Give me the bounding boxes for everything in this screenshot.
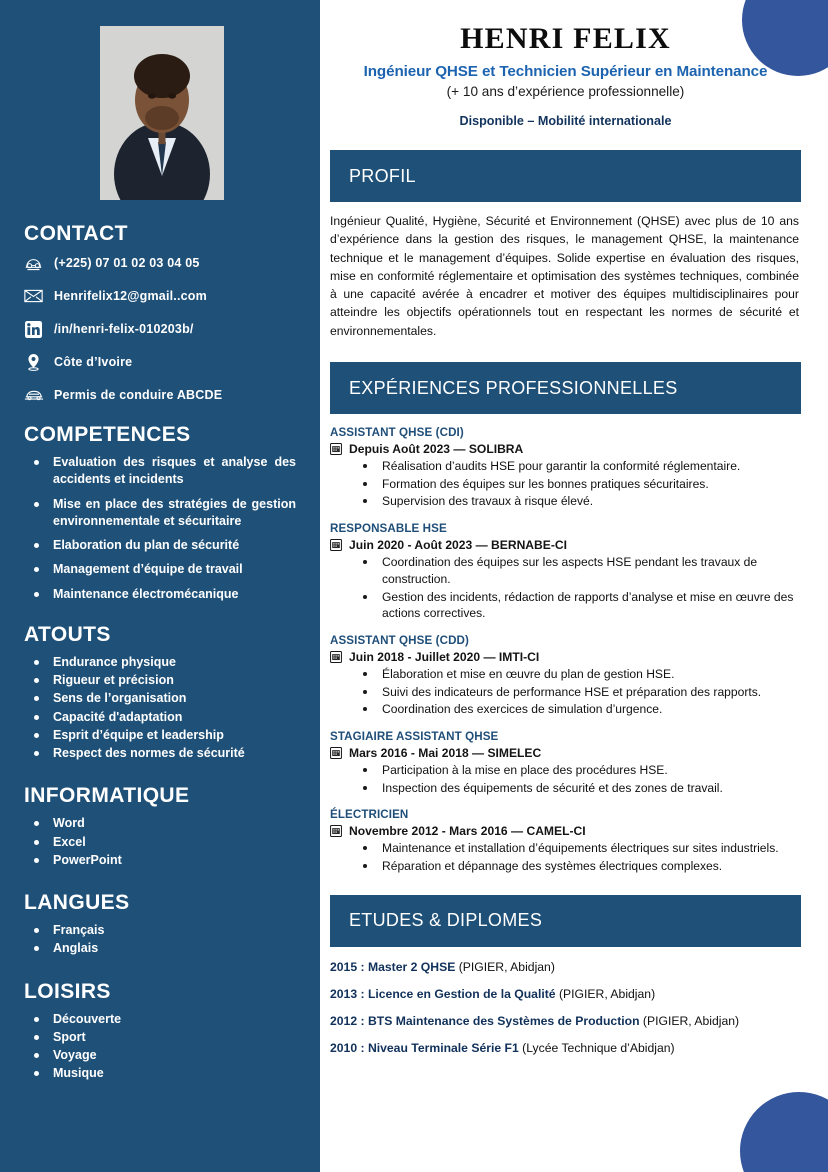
- linkedin-icon: [22, 319, 45, 339]
- experience-job-dates: Juin 2018 - Juillet 2020 — IMTI-CI: [349, 649, 540, 664]
- list-item: Elaboration du plan de sécurité: [26, 537, 302, 554]
- envelope-icon: [22, 286, 45, 306]
- section-title-informatique: INFORMATIQUE: [24, 784, 190, 808]
- section-header-profil: PROFIL: [330, 150, 801, 202]
- section-title-competences: COMPETENCES: [24, 423, 191, 446]
- education-row: [330, 1041, 801, 1055]
- list-item: Coordination des exercices de simulation d’urgence.: [330, 701, 801, 718]
- education-school: (PIGIER, Abidjan): [639, 1013, 740, 1028]
- experience-entry: [330, 634, 801, 718]
- langues-list: [26, 922, 302, 958]
- list-item: Inspection des équipements de sécurité et des zones de travail.: [330, 780, 801, 797]
- contact-item-location[interactable]: [22, 352, 302, 372]
- experience-job-dates: Mars 2016 - Mai 2018 — SIMELEC: [349, 745, 542, 760]
- experience-entry: [330, 522, 801, 622]
- list-item: Formation des équipes sur les bonnes pratiques sécuritaires.: [330, 476, 801, 493]
- experience-job-meta: [330, 824, 801, 838]
- section-title-langues: LANGUES: [24, 891, 130, 914]
- contact-item-driving-licence[interactable]: [22, 385, 302, 405]
- list-item: Musique: [26, 1065, 302, 1082]
- page-title: HENRI FELIX: [460, 22, 671, 55]
- experience-job-meta: [330, 538, 801, 552]
- list-item: Participation à la mise en place des procédures HSE.: [330, 762, 801, 779]
- list-item: Sport: [26, 1029, 302, 1046]
- telephone-icon: [22, 253, 45, 273]
- experience-entry: [330, 808, 801, 874]
- contact-location-text: Côte d’Ivoire: [54, 355, 133, 369]
- loisirs-list: [26, 1011, 302, 1083]
- section-title-atouts: ATOUTS: [24, 622, 111, 646]
- profile-photo: [100, 26, 224, 200]
- list-item: Anglais: [26, 940, 302, 957]
- experience-entry: [330, 426, 801, 510]
- experience-bullets: [330, 554, 801, 622]
- experience-years: (+ 10 ans d’expérience professionnelle): [446, 84, 685, 99]
- education-degree: 2010 : Niveau Terminale Série F1: [330, 1040, 519, 1055]
- atouts-list: [26, 654, 302, 763]
- list-item: Maintenance électromécanique: [26, 586, 302, 603]
- list-item: Capacité d'adaptation: [26, 709, 302, 726]
- experience-job-title: ASSISTANT QHSE (CDD): [330, 633, 469, 647]
- list-item: Sens de l’organisation: [26, 690, 302, 707]
- list-item: Élaboration et mise en œuvre du plan de gestion HSE.: [330, 666, 801, 683]
- education-degree: 2015 : Master 2 QHSE: [330, 959, 456, 974]
- contact-list: [22, 253, 302, 405]
- list-item: Découverte: [26, 1011, 302, 1028]
- list-item: Management d’équipe de travail: [26, 561, 302, 578]
- list-item: Réparation et dépannage des systèmes électriques complexes.: [330, 858, 801, 875]
- contact-licence-text: Permis de conduire ABCDE: [54, 388, 223, 402]
- calendar-icon: [330, 539, 342, 551]
- list-item: Respect des normes de sécurité: [26, 745, 302, 762]
- experience-job-meta: [330, 746, 801, 760]
- list-item: Français: [26, 922, 302, 939]
- calendar-icon: [330, 747, 342, 759]
- main-content: [320, 0, 828, 1172]
- education-degree: 2012 : BTS Maintenance des Systèmes de Production: [330, 1013, 640, 1028]
- competences-list: [26, 454, 302, 603]
- section-title-contact: CONTACT: [24, 222, 128, 245]
- list-item: Esprit d’équipe et leadership: [26, 727, 302, 744]
- contact-email-text: Henrifelix12@gmail..com: [54, 289, 207, 303]
- experience-bullets: [330, 840, 801, 874]
- list-item: Coordination des équipes sur les aspects HSE pendant les travaux de construction.: [330, 554, 801, 587]
- experience-job-meta: [330, 650, 801, 664]
- education-row: [330, 960, 801, 974]
- education-school: (PIGIER, Abidjan): [555, 986, 656, 1001]
- experience-bullets: [330, 458, 801, 510]
- contact-linkedin-text: /in/henri-felix-010203b/: [54, 322, 194, 336]
- experience-job-meta: [330, 442, 801, 456]
- experience-bullets: [330, 762, 801, 796]
- list-item: Endurance physique: [26, 654, 302, 671]
- list-item: Excel: [26, 834, 302, 851]
- list-item: Word: [26, 815, 302, 832]
- list-item: Supervision des travaux à risque élevé.: [330, 493, 801, 510]
- education-school: (PIGIER, Abidjan): [455, 959, 555, 974]
- education-row: [330, 987, 801, 1001]
- list-item: PowerPoint: [26, 852, 302, 869]
- section-header-etudes: ETUDES & DIPLOMES: [330, 895, 801, 947]
- experience-job-title: STAGIAIRE ASSISTANT QHSE: [330, 729, 499, 743]
- experience-job-title: RESPONSABLE HSE: [330, 522, 447, 536]
- experience-job-title: ASSISTANT QHSE (CDI): [330, 426, 464, 440]
- calendar-icon: [330, 825, 342, 837]
- education-row: [330, 1014, 801, 1028]
- calendar-icon: [330, 651, 342, 663]
- location-pin-icon: [22, 352, 45, 372]
- list-item: Rigueur et précision: [26, 672, 302, 689]
- experience-entry: [330, 730, 801, 796]
- profil-paragraph: Ingénieur Qualité, Hygiène, Sécurité et Environnement (QHSE) avec plus de 10 ans d’expérience dans la gestion des risques, le management QHSE, la maintenance technique et le management d’équipes. Solide expertise en évaluation des risques, mise en conformité réglementaire et optimisation des systèmes techniques, combinée à une capacité avérée à encadrer et motiver des équipes multidisciplinaires pour atteindre les objectifs opérationnels tout en respectant les normes de sécurité et environnementales.: [330, 214, 799, 338]
- contact-item-linkedin[interactable]: [22, 319, 302, 339]
- experience-job-dates: Juin 2020 - Août 2023 — BERNABE-CI: [349, 538, 567, 553]
- contact-item-phone[interactable]: [22, 253, 302, 273]
- list-item: Suivi des indicateurs de performance HSE et préparation des rapports.: [330, 684, 801, 701]
- experience-job-dates: Novembre 2012 - Mars 2016 — CAMEL-CI: [349, 824, 586, 839]
- informatique-list: [26, 815, 302, 869]
- list-item: Gestion des incidents, rédaction de rapports d’analyse et mise en œuvre des actions correctives.: [330, 589, 801, 622]
- experience-bullets: [330, 666, 801, 718]
- list-item: Réalisation d’audits HSE pour garantir la conformité réglementaire.: [330, 458, 801, 475]
- list-item: Mise en place des stratégies de gestion environnementale et sécuritaire: [26, 496, 302, 531]
- sidebar: [0, 0, 320, 1172]
- list-item: Evaluation des risques et analyse des accidents et incidents: [26, 454, 302, 489]
- availability-status: Disponible – Mobilité internationale: [459, 114, 672, 128]
- calendar-icon: [330, 443, 342, 455]
- job-role-subtitle: Ingénieur QHSE et Technicien Supérieur en Maintenance: [363, 63, 768, 80]
- section-header-experiences: EXPÉRIENCES PROFESSIONNELLES: [330, 362, 801, 414]
- car-icon: [22, 385, 45, 405]
- education-degree: 2013 : Licence en Gestion de la Qualité: [330, 986, 556, 1001]
- experience-job-title: ÉLECTRICIEN: [330, 808, 409, 822]
- list-item: Maintenance et installation d’équipements électriques sur sites industriels.: [330, 840, 801, 857]
- education-school: (Lycée Technique d’Abidjan): [518, 1040, 675, 1055]
- list-item: Voyage: [26, 1047, 302, 1064]
- experience-job-dates: Depuis Août 2023 — SOLIBRA: [349, 442, 524, 457]
- contact-item-email[interactable]: [22, 286, 302, 306]
- contact-phone-text: (+225) 07 01 02 03 04 05: [54, 256, 200, 270]
- section-title-loisirs: LOISIRS: [24, 979, 111, 1003]
